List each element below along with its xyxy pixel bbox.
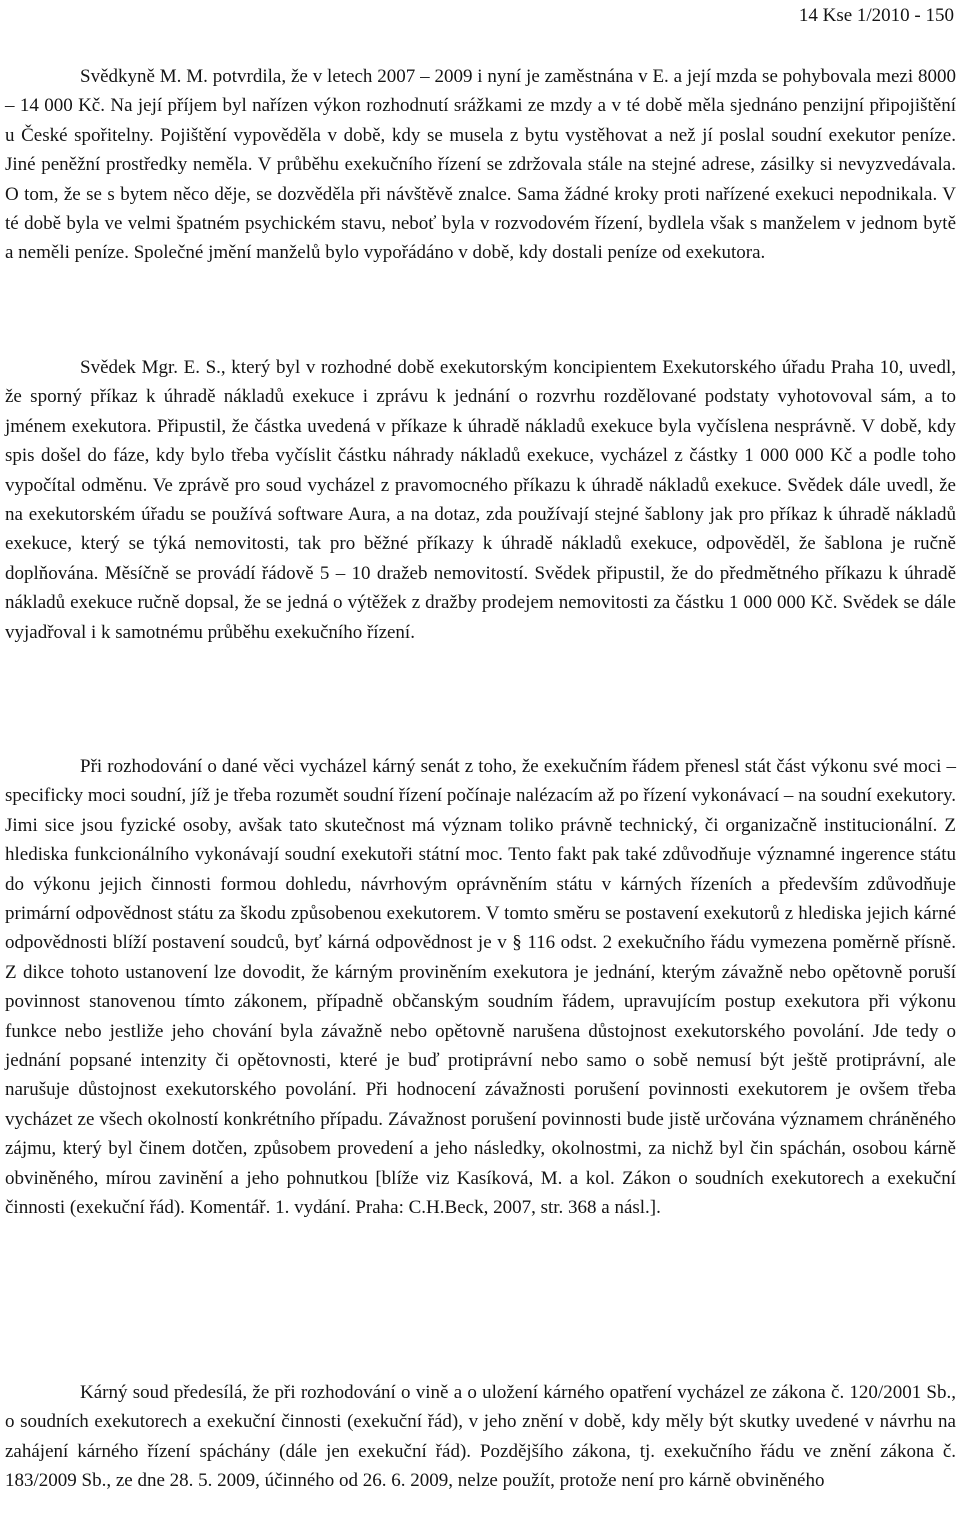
case-number-header: 14 Kse 1/2010 - 150 — [798, 5, 954, 26]
paragraph-applicable-law: Kárný soud předesílá, že při rozhodování o vině a o uložení kárného opatření vycházel ze zákona č. 120/2001 Sb., o soudních exekutorech a exekuční činnosti (exekuční řád), v jeho znění v době, kdy měly být skutky uvedené v návrhu na zahájení kárného řízení spáchány (dále jen exekuční řád). Pozdějšího zákona, tj. exekučního řádu ve znění zákona č. 183/2009 Sb., ze dne 28. 5. 2009, účinného od 26. 6. 2009, nelze použít, protože není pro kárně obviněného — [5, 1382, 956, 1492]
paragraph-witness-e-s: Svědek Mgr. E. S., který byl v rozhodné době exekutorským koncipientem Exekutorského úřadu Praha 10, uvedl, že sporný příkaz k úhradě nákladů exekuce i zprávu k jednání o rozvrhu rozdělované podstaty vyhotovoval sám, a to jménem exekutora. Připustil, že částka uvedená v příkaze k úhradě nákladů exekuce byla vyčíslena nesprávně. V době, kdy spis došel do fáze, kdy bylo třeba vyčíslit částku náhrady nákladů exekuce, vycházel z částky 1 000 000 Kč a podle toho vypočítal odměnu. Ve zprávě pro soud vycházel z pravomocného příkazu k úhradě nákladů exekuce. Svědek dále uvedl, že na exekutorském úřadu se používá software Aura, a na dotaz, zda používají stejné šablony jak pro příkaz k úhradě nákladů exekuce, který se týká nemovitosti, tak pro běžné příkazy k úhradě nákladů exekuce, odpověděl, že šablona je ručně doplňována. Měsíčně se provádí řádově 5 – 10 dražeb nemovitostí. Svědek připustil, že do předmětného příkazu k úhradě nákladů exekuce ručně dopsal, že se jedná o výtěžek z dražby prodejem nemovitosti za částku 1 000 000 Kč. Svědek se dále vyjadřoval i k samotnému průběhu exekučního řízení. — [5, 357, 956, 643]
paragraph-witness-m-m: Svědkyně M. M. potvrdila, že v letech 2007 – 2009 i nyní je zaměstnána v E. a její mzda se pohybovala mezi 8000 – 14 000 Kč. Na její příjem byl nařízen výkon rozhodnutí srážkami ze mzdy a v té době měla sjednáno penzijní připojištění u České spořitelny. Pojištění vypověděla v době, kdy se musela z bytu vystěhovat a než jí poslal soudní exekutor peníze. Jiné peněžní prostředky neměla. V průběhu exekučního řízení se zdržovala stále na stejné adrese, zásilky si nevyzvedávala. O tom, že se s bytem něco děje, se dozvěděla při návštěvě znalce. Sama žádné kroky proti nařízené exekuci nepodnikala. V té době byla ve velmi špatném psychickém stavu, neboť byla v rozvodovém řízení, bydlela však s manželem v jednom bytě a neměli peníze. Společné jmění manželů bylo vypořádáno v době, kdy dostali peníze od exekutora. — [5, 66, 956, 264]
paragraph-disciplinary-reasoning: Při rozhodování o dané věci vycházel kárný senát z toho, že exekučním řádem přenesl stát část výkonu své moci – specificky moci soudní, jíž je třeba rozumět soudní řízení počínaje nalézacím až po řízení vykonávací – na soudní exekutory. Jimi sice jsou fyzické osoby, avšak tato skutečnost má význam toliko právně technický, či organizačně institucionální. Z hlediska funkcionálního vykonávají soudní exekutoři státní moc. Tento fakt pak také zdůvodňuje významné ingerence státu do výkonu jejich činnosti formou dohledu, návrhovým oprávněním státu v kárných řízeních a především zdůvodňuje primární odpovědnost státu za škodu způsobenou exekutorem. V tomto směru se postavení exekutorů z hlediska jejich kárné odpovědnosti blíží postavení soudců, byť kárná odpovědnost je v § 116 odst. 2 exekučního řádu vymezena poměrně přísně. Z dikce tohoto ustanovení lze dovodit, že kárným proviněním exekutora je jednání, kterým závažně nebo opětovně poruší povinnost stanovenou tímto zákonem, případně občanským soudním řádem, upravujícím postup exekutora při výkonu funkce nebo jestliže jeho chování byla závažně nebo opětovně narušena důstojnost exekutorského povolání. Jde tedy o jednání popsané intenzity či opětovnosti, které je buď protiprávní nebo samo o sobě nemusí být ještě protiprávní, ale narušuje důstojnost exekutorského povolání. Při hodnocení závažnosti porušení povinnosti exekutorem je ovšem třeba vycházet ze všech okolností konkrétního případu. Závažnost porušení povinnosti bude jistě určována významem chráněného zájmu, který byl činem dotčen, způsobem provedení a jeho následky, okolnostmi, za nichž byl čin spáchán, osobou kárně obviněného, mírou zavinění a jeho pohnutkou [blíže viz Kasíková, M. a kol. Zákon o soudních exekutorech a exekuční činnosti (exekuční řád). Komentář. 1. vydání. Praha: C.H.Beck, 2007, str. 368 a násl.]. — [5, 756, 956, 1219]
